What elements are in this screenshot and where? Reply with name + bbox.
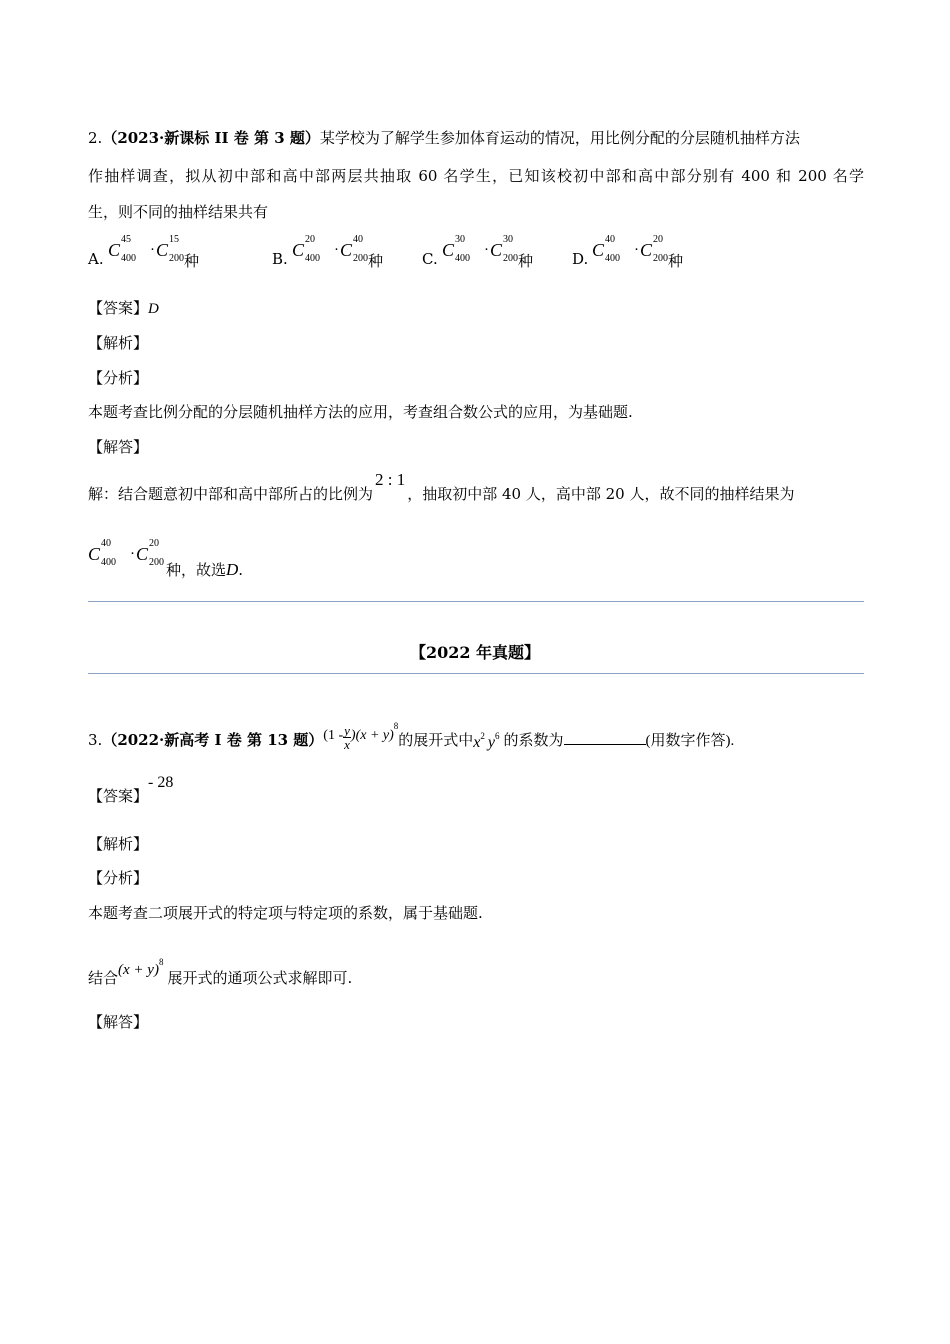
q3-hint-line <box>88 957 353 989</box>
combination-1: C 30 400 <box>442 234 470 264</box>
expr-right: )(x + y) <box>350 728 394 743</box>
q2-final-line: C 40 400 · C 20 200 种，故选D. <box>88 538 244 579</box>
q2-fenxi-label: 【分析】 <box>88 369 149 387</box>
q3-stem-line: 3.（2022·新高考 I 卷 第 13 题）(1 - $\frac{y}{x}$ )$(x + y)^8$的展开式中$x^2$ $y^6$ 的系数为 (用数字作答). <box>88 721 735 752</box>
term-y: y <box>487 734 496 751</box>
combination-2: C 20 200 <box>640 234 668 264</box>
q2-number: 2. <box>88 129 103 147</box>
q3-source: （2022·新高考 I 卷 第 13 题） <box>102 731 324 749</box>
combination-1: C 20 400 <box>292 234 320 264</box>
combination-1: C 45 400 <box>108 234 136 264</box>
q3-jieda-label: 【解答】 <box>88 1013 149 1031</box>
q2-jieda-label: 【解答】 <box>88 438 149 456</box>
final-text: 种，故选D. <box>166 560 244 579</box>
option-expression: C 40 400 · C 20 200 <box>592 234 668 264</box>
q3-hint: 用数字作答 <box>650 731 726 749</box>
option-expression: C 20 400 · C 40 200 <box>292 234 368 264</box>
option-unit: 种 <box>668 252 684 270</box>
expr-exponent: 8 <box>393 721 399 731</box>
option-letter: B. <box>272 250 288 268</box>
option-expression: C 30 400 · C 30 200 <box>442 234 518 264</box>
section-divider-top <box>88 601 864 602</box>
q3-answer-line <box>88 774 174 807</box>
hint-expression: (x + y) <box>118 962 159 978</box>
final-combination-2: C 20 200 <box>136 538 164 568</box>
ratio: 2 : 1 <box>375 470 406 489</box>
hint-post: 展开式的通项公式求解即可. <box>167 969 353 987</box>
combination-2: C 30 200 <box>490 234 518 264</box>
option-letter: A. <box>88 250 104 268</box>
q3-fenxi-text: 本题考查二项展开式的特定项与特定项的系数，属于基础题. <box>88 904 483 922</box>
q2-source: （2023·新课标 II 卷 第 3 题） <box>102 129 320 147</box>
q3-analysis-label: 【解析】 <box>88 835 149 853</box>
answer-blank[interactable] <box>564 730 646 745</box>
q2-analysis-label: 【解析】 <box>88 334 149 352</box>
q2-stem-line3: 生，则不同的抽样结果共有 <box>88 203 269 221</box>
answer-value: - 28 <box>148 774 174 791</box>
q3-mid-text: 的展开式中 <box>398 731 474 749</box>
q2-stem-text1: 某学校为了解学生参加体育运动的情况，用比例分配的分层随机抽样方法 <box>319 129 800 147</box>
answer-label: 【答案】 <box>88 787 149 805</box>
expr-left: (1 - <box>323 728 344 743</box>
final-choice: D <box>226 560 239 579</box>
option-letter: C. <box>422 250 438 268</box>
fraction: $\frac{y}{x}$ <box>344 722 350 752</box>
option-unit: 种 <box>518 252 534 270</box>
term-y-exponent: 6 <box>495 731 500 741</box>
solution-text-pre: 解：结合题意初中部和高中部所占的比例为 <box>88 485 374 503</box>
option-letter: D. <box>572 250 589 268</box>
answer-value: D <box>148 301 159 317</box>
final-combination-1: C 40 400 <box>88 538 116 568</box>
section-divider-bottom <box>88 673 864 674</box>
q2-answer-line <box>88 298 159 319</box>
q3-number: 3. <box>88 731 103 749</box>
option-unit: 种 <box>368 252 384 270</box>
hint-exponent: 8 <box>158 957 164 967</box>
term-x-exponent: 2 <box>480 731 485 741</box>
q2-fenxi-text: 本题考查比例分配的分层随机抽样方法的应用，考查组合数公式的应用，为基础题. <box>88 403 633 421</box>
combination-2: C 40 200 <box>340 234 368 264</box>
option-unit: 种 <box>184 252 200 270</box>
term-x: x <box>473 734 481 751</box>
q3-fenxi-label: 【分析】 <box>88 869 149 887</box>
q2-solution-line <box>88 470 795 504</box>
option-expression: C 45 400 · C 15 200 <box>108 234 184 264</box>
q3-after-term: 的系数为 <box>503 731 564 749</box>
q2-stem-line1 <box>88 128 800 148</box>
combination-1: C 40 400 <box>592 234 620 264</box>
section-title: 【2022 年真题】 <box>409 643 541 662</box>
solution-text-post: ，抽取初中部 40 人，高中部 20 人，故不同的抽样结果为 <box>407 485 795 503</box>
answer-label: 【答案】 <box>88 299 149 317</box>
hint-pre: 结合 <box>88 969 119 987</box>
combination-2: C 15 200 <box>156 234 184 264</box>
q2-stem-line2: 作抽样调查，拟从初中部和高中部两层共抽取 60 名学生，已知该校初中部和高中部分别有 400 和 200 名学 <box>88 167 864 185</box>
